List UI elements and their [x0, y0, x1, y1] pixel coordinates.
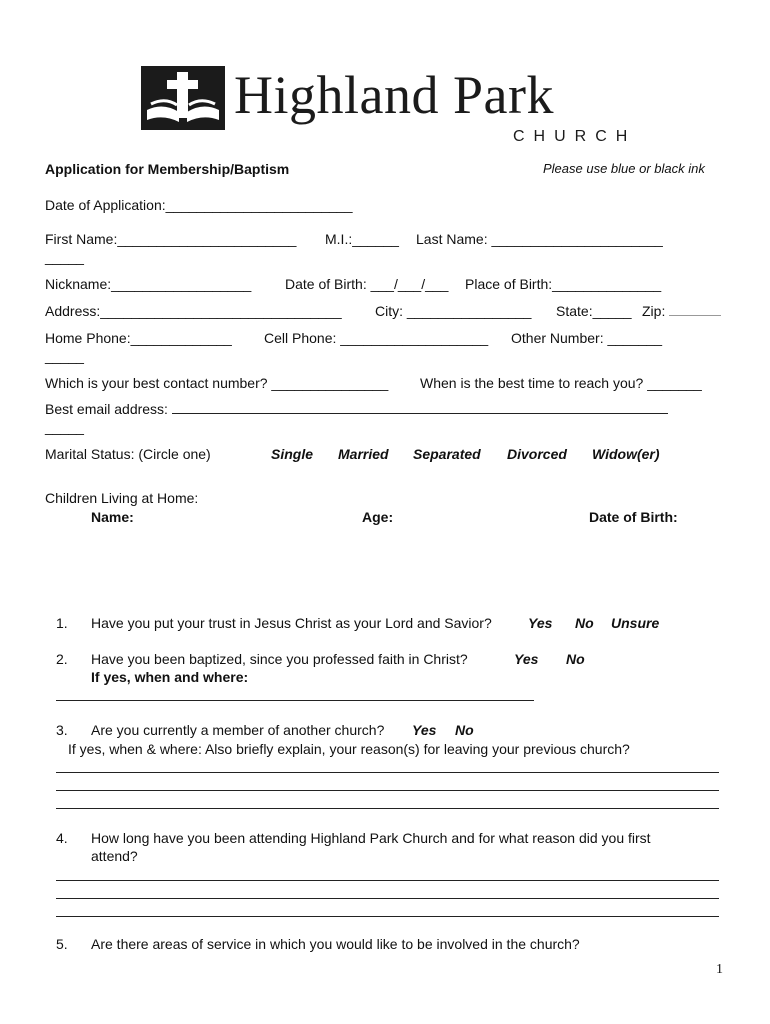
- q4-text-continued: attend?: [91, 848, 138, 864]
- q4-number: 4.: [56, 830, 68, 846]
- q3-answer-line[interactable]: [56, 790, 719, 791]
- cell-phone-field[interactable]: Cell Phone: ___________________: [264, 330, 489, 346]
- q2-follow-up: If yes, when and where:: [91, 669, 249, 685]
- q1-no[interactable]: No: [575, 615, 594, 631]
- q3-answer-line[interactable]: [56, 772, 719, 773]
- marital-option-divorced[interactable]: Divorced: [507, 446, 567, 462]
- q2-number: 2.: [56, 651, 68, 667]
- q1-number: 1.: [56, 615, 68, 631]
- place-of-birth-field[interactable]: Place of Birth:______________: [465, 276, 662, 292]
- q3-text: Are you currently a member of another church?: [91, 722, 385, 738]
- q3-answer-line[interactable]: [56, 808, 719, 809]
- children-label: Children Living at Home:: [45, 490, 199, 506]
- marital-option-married[interactable]: Married: [338, 446, 389, 462]
- q5-number: 5.: [56, 936, 68, 952]
- q4-text: How long have you been attending Highland Park Church and for what reason did you first: [91, 830, 651, 846]
- zip-label: Zip:: [642, 303, 666, 319]
- first-name-field[interactable]: First Name:_______________________: [45, 231, 297, 247]
- state-field[interactable]: State:_____: [556, 303, 632, 319]
- date-of-application-field[interactable]: Date of Application:________________________: [45, 197, 353, 213]
- q3-number: 3.: [56, 722, 68, 738]
- q5-text: Are there areas of service in which you would like to be involved in the church?: [91, 936, 580, 952]
- children-dob-header: Date of Birth:: [589, 509, 678, 525]
- nickname-field[interactable]: Nickname:__________________: [45, 276, 252, 292]
- q4-answer-line[interactable]: [56, 916, 719, 917]
- q1-yes[interactable]: Yes: [528, 615, 553, 631]
- marital-option-separated[interactable]: Separated: [413, 446, 481, 462]
- q2-no[interactable]: No: [566, 651, 585, 667]
- q3-follow-up: If yes, when & where: Also briefly explain, your reason(s) for leaving your previous church?: [68, 741, 630, 757]
- ink-note: Please use blue or black ink: [543, 161, 705, 176]
- q3-no[interactable]: No: [455, 722, 474, 738]
- marital-option-single[interactable]: Single: [271, 446, 314, 462]
- q2-answer-line[interactable]: [56, 700, 534, 701]
- last-name-field[interactable]: Last Name: ______________________: [416, 231, 663, 247]
- best-time-field[interactable]: When is the best time to reach you? _______: [420, 375, 702, 391]
- best-contact-field[interactable]: Which is your best contact number? _______________: [45, 375, 389, 391]
- zip-field[interactable]: [642, 303, 721, 319]
- q1-unsure[interactable]: Unsure: [611, 615, 660, 631]
- wrap-underline: _____: [45, 419, 84, 435]
- children-name-header: Name:: [91, 509, 134, 525]
- home-phone-field[interactable]: Home Phone:_____________: [45, 330, 232, 346]
- middle-initial-field[interactable]: M.I.:______: [325, 231, 399, 247]
- q2-yes[interactable]: Yes: [514, 651, 539, 667]
- zip-underline: [669, 303, 721, 316]
- marital-status-label: Marital Status: (Circle one): [45, 446, 211, 462]
- cross-and-open-book-icon: [141, 66, 225, 130]
- address-field[interactable]: Address:_______________________________: [45, 303, 342, 319]
- q1-text: Have you put your trust in Jesus Christ as your Lord and Savior?: [91, 615, 492, 631]
- church-subtitle: CHURCH: [513, 128, 637, 145]
- email-field[interactable]: [45, 401, 668, 417]
- date-of-birth-field[interactable]: Date of Birth: ___/___/___: [285, 276, 449, 292]
- children-age-header: Age:: [362, 509, 394, 525]
- wrap-underline: _____: [45, 348, 84, 364]
- q2-text: Have you been baptized, since you professed faith in Christ?: [91, 651, 468, 667]
- page-number: 1: [716, 962, 723, 977]
- other-number-field[interactable]: Other Number: _______: [511, 330, 662, 346]
- q4-answer-line[interactable]: [56, 898, 719, 899]
- form-title: Application for Membership/Baptism: [45, 161, 290, 177]
- q4-answer-line[interactable]: [56, 880, 719, 881]
- marital-option-widower[interactable]: Widow(er): [592, 446, 660, 462]
- email-underline: [172, 401, 668, 414]
- church-name: Highland Park: [234, 65, 554, 125]
- city-field[interactable]: City: ________________: [375, 303, 532, 319]
- q3-yes[interactable]: Yes: [412, 722, 437, 738]
- wrap-underline: _____: [45, 249, 84, 265]
- email-label: Best email address:: [45, 401, 168, 417]
